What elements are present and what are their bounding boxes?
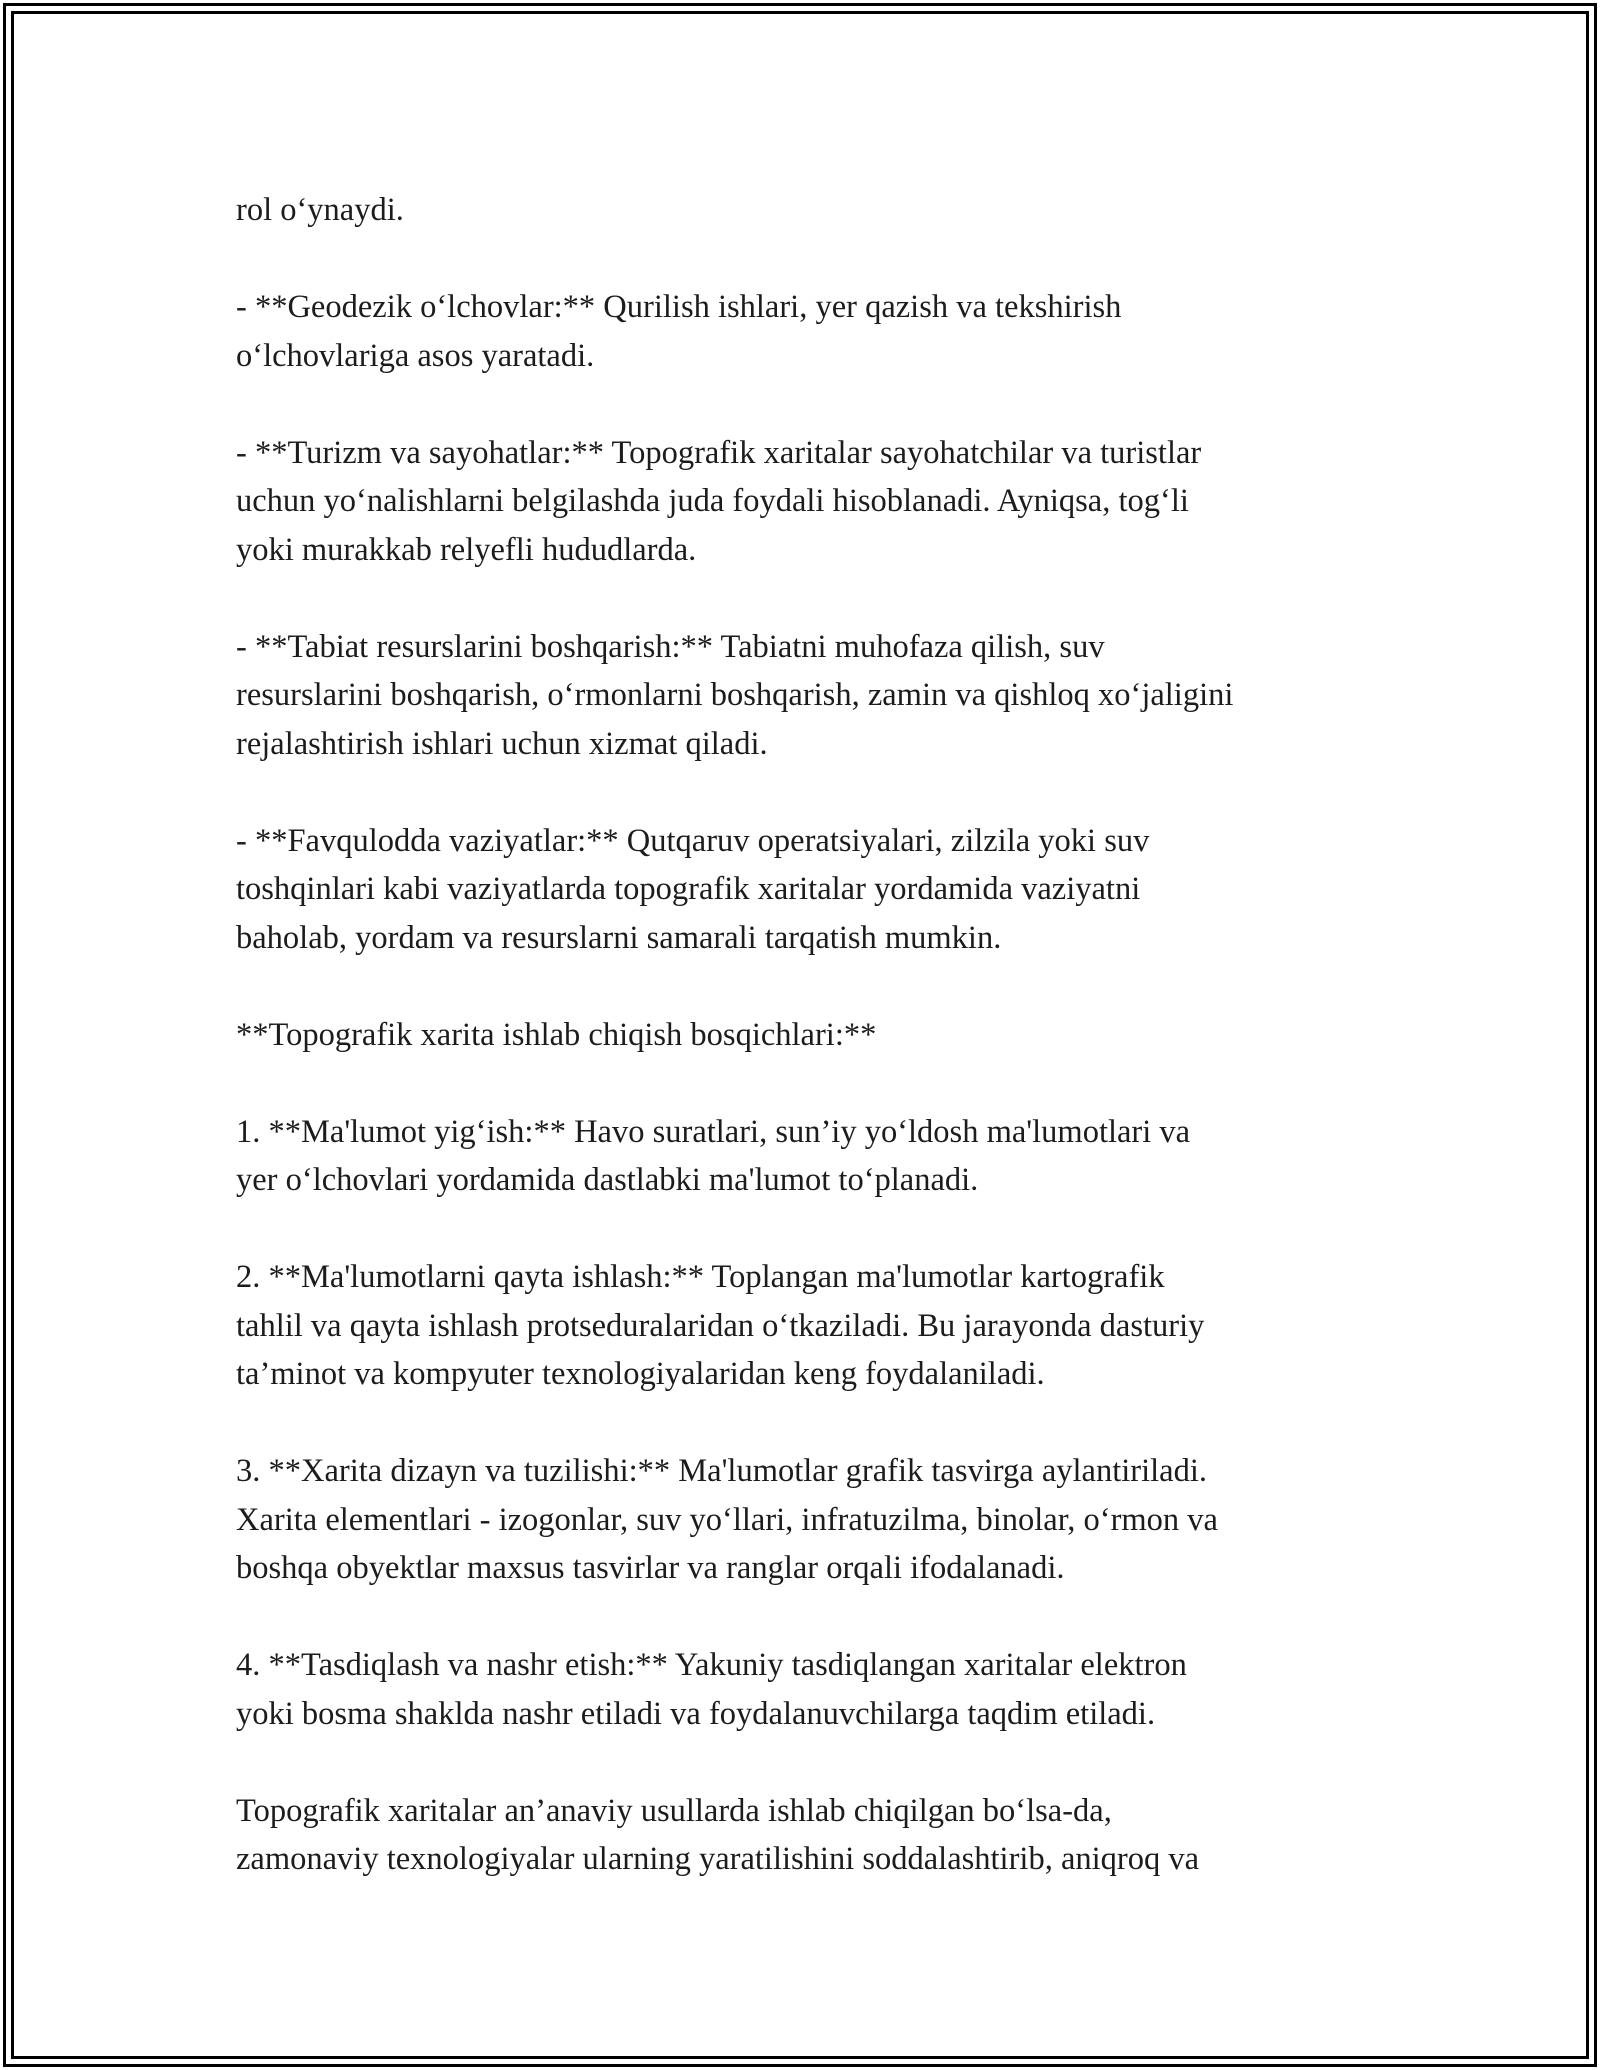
document-body — [236, 186, 1376, 1932]
text-line: rejalashtirish ishlari uchun xizmat qiladi. — [236, 725, 768, 762]
text-line: Xarita elementlari - izogonlar, suv yo‘llari, infratuzilma, binolar, o‘rmon va — [236, 1501, 1218, 1538]
list-item-4 — [236, 1641, 1376, 1738]
text-line: toshqinlari kabi vaziyatlarda topografik xaritalar yordamida vaziyatni — [236, 871, 1141, 907]
list-item-2 — [236, 1253, 1376, 1399]
text-line: zamonaviy texnologiyalar ularning yaratilishini soddalashtirib, aniqroq va — [236, 1841, 1200, 1877]
text-line: - **Geodezik o‘lchovlar:** Qurilish ishlari, yer qazish va tekshirish — [236, 289, 1122, 325]
paragraph-geodezik — [236, 283, 1376, 380]
text-line: - **Tabiat resurslarini boshqarish:** Tabiatni muhofaza qilish, suv — [236, 628, 1105, 665]
text-line: 2. **Ma'lumotlarni qayta ishlash:** Toplangan ma'lumotlar kartografik — [236, 1259, 1165, 1295]
text-line: - **Favqulodda vaziyatlar:** Qutqaruv operatsiyalari, zilzila yoki suv — [236, 822, 1150, 859]
list-item-3 — [236, 1447, 1376, 1593]
text-line: resurslarini boshqarish, o‘rmonlarni boshqarish, zamin va qishloq xo‘jaligini — [236, 677, 1234, 713]
text-line: 4. **Tasdiqlash va nashr etish:** Yakuniy tasdiqlangan xaritalar elektron — [236, 1647, 1187, 1683]
text-line: boshqa obyektlar maxsus tasvirlar va ranglar orqali ifodalanadi. — [236, 1550, 1065, 1586]
paragraph-favqulodda — [236, 817, 1376, 963]
text-line: ta’minot va kompyuter texnologiyalaridan keng foydalaniladi. — [236, 1356, 1045, 1392]
text-line: baholab, yordam va resurslarni samarali tarqatish mumkin. — [236, 919, 1002, 956]
text-line: 3. **Xarita dizayn va tuzilishi:** Ma'lumotlar grafik tasvirga aylantiriladi. — [236, 1453, 1207, 1489]
text-line: - **Turizm va sayohatlar:** Topografik xaritalar sayohatchilar va turistlar — [236, 434, 1202, 471]
section-heading — [236, 1011, 1376, 1060]
text-line: Topografik xaritalar an’anaviy usullarda ishlab chiqilgan bo‘lsa-da, — [236, 1792, 1112, 1829]
text-line: rol o‘ynaydi. — [236, 192, 404, 228]
text-line: uchun yo‘nalishlarni belgilashda juda foydali hisoblanadi. Ayniqsa, tog‘li — [236, 483, 1189, 519]
text-line: yoki murakkab relyefli hududlarda. — [236, 531, 697, 568]
text-line: 1. **Ma'lumot yig‘ish:** Havo suratlari, sun’iy yo‘ldosh ma'lumotlari va — [236, 1113, 1191, 1150]
paragraph-conclusion — [236, 1787, 1376, 1884]
text-line: o‘lchovlariga asos yaratadi. — [236, 337, 595, 374]
paragraph-tabiat — [236, 623, 1376, 769]
paragraph-turizm — [236, 429, 1376, 575]
text-line: **Topografik xarita ishlab chiqish bosqichlari:** — [236, 1016, 877, 1053]
text-line: yer o‘lchovlari yordamida dastlabki ma'lumot to‘planadi. — [236, 1162, 979, 1198]
text-line: tahlil va qayta ishlash protseduralaridan o‘tkaziladi. Bu jarayonda dasturiy — [236, 1307, 1205, 1344]
paragraph-role — [236, 186, 1376, 235]
text-line: yoki bosma shaklda nashr etiladi va foydalanuvchilarga taqdim etiladi. — [236, 1695, 1156, 1732]
list-item-1 — [236, 1108, 1376, 1205]
